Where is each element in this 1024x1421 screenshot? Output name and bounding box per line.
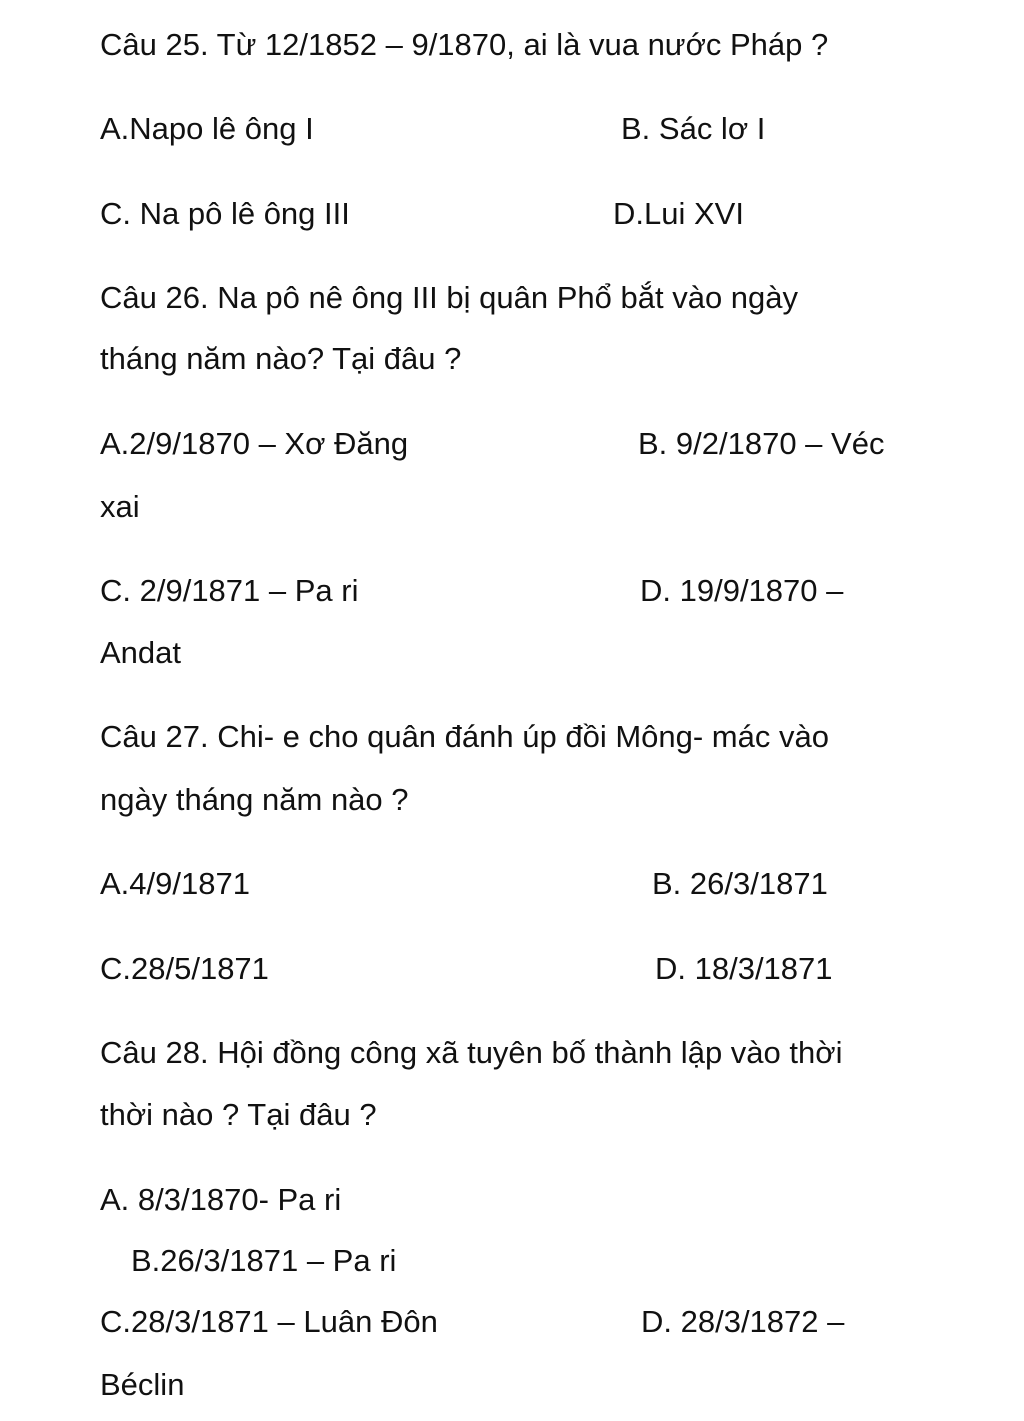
question-27-stem-line-1: Câu 27. Chi- e cho quân đánh úp đồi Mông- mác vào: [100, 719, 829, 754]
question-25-option-c: C. Na pô lê ông III: [100, 196, 350, 231]
question-28-option-d: D. 28/3/1872 –: [641, 1304, 845, 1339]
question-26-option-d-continued: Andat: [100, 635, 182, 670]
question-26-option-b: B. 9/2/1870 – Véc: [638, 426, 885, 461]
question-25-option-a: A.Napo lê ông I: [100, 111, 314, 146]
question-26-option-d: D. 19/9/1870 –: [640, 573, 844, 608]
question-25-stem: Câu 25. Từ 12/1852 – 9/1870, ai là vua nước Pháp ?: [100, 27, 829, 62]
question-28-option-b: B.26/3/1871 – Pa ri: [131, 1243, 397, 1278]
question-28-option-c: C.28/3/1871 – Luân Đôn: [100, 1304, 438, 1339]
question-25-option-b: B. Sác lơ I: [621, 111, 766, 146]
question-27-option-a: A.4/9/1871: [100, 866, 250, 901]
question-27-stem-line-2: ngày tháng năm nào ?: [100, 782, 409, 817]
question-26-stem-line-2: tháng năm nào? Tại đâu ?: [100, 341, 462, 376]
question-28-stem-line-1: Câu 28. Hội đồng công xã tuyên bố thành lập vào thời: [100, 1035, 843, 1070]
question-26-option-c: C. 2/9/1871 – Pa ri: [100, 573, 359, 608]
question-26-option-a: A.2/9/1870 – Xơ Đăng: [100, 426, 409, 461]
question-27-option-d: D. 18/3/1871: [655, 951, 833, 986]
question-27-option-c: C.28/5/1871: [100, 951, 269, 986]
question-26-stem-line-1: Câu 26. Na pô nê ông III bị quân Phổ bắt vào ngày: [100, 280, 799, 315]
question-27-option-b: B. 26/3/1871: [652, 866, 828, 901]
question-26-option-b-continued: xai: [100, 489, 140, 524]
question-25-option-d: D.Lui XVI: [613, 196, 744, 231]
question-28-option-a: A. 8/3/1870- Pa ri: [100, 1182, 342, 1217]
question-28-option-d-continued: Béclin: [100, 1367, 185, 1402]
question-28-stem-line-2: thời nào ? Tại đâu ?: [100, 1097, 377, 1132]
